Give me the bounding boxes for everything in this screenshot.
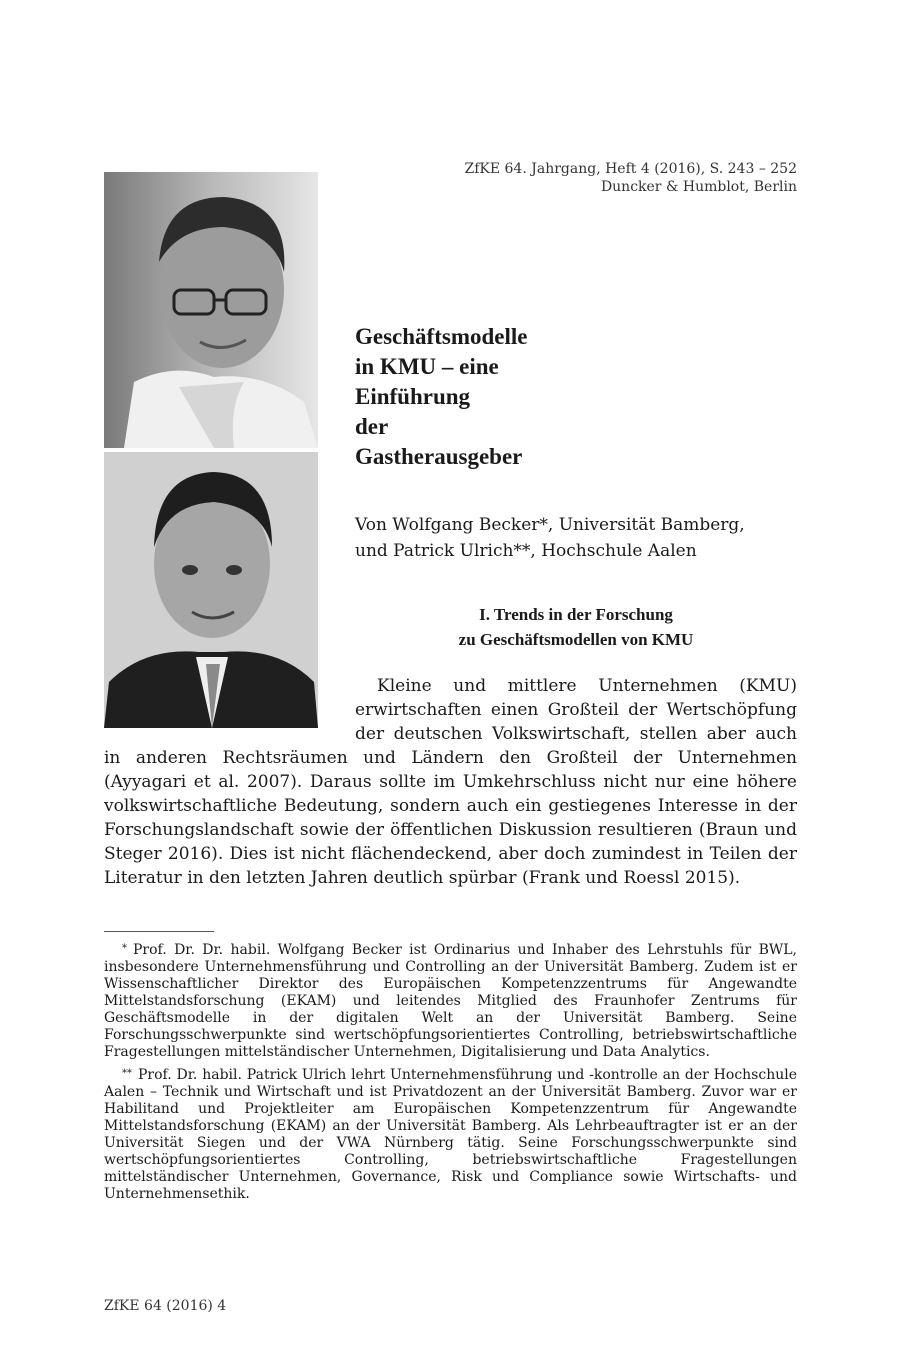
article-title-line-3: der Gastherausgeber [355, 414, 523, 469]
section-heading-line-2: zu Geschäftsmodellen von KMU [458, 630, 694, 649]
footnote-divider [104, 931, 214, 932]
footnote-marker: ** [122, 1068, 132, 1079]
author-photo-ulrich [104, 452, 318, 728]
footnote-becker [104, 942, 797, 1061]
author-photo-becker [104, 172, 318, 448]
article-title-line-1: Geschäftsmodelle [355, 324, 528, 349]
author-byline-line-2: und Patrick Ulrich**, Hochschule Aalen [355, 541, 697, 561]
footnote-text: Prof. Dr. habil. Patrick Ulrich lehrt Unternehmensführung und -kontrolle an der Hochschule Aalen – Technik und Wirtschaft und ist Privatdozent an der Universität Bamberg. Zuvor war er Habilitand und Projektleiter am Europäischen Kompetenzzentrum für Angewandte Mittelstandsforschung (EKAM) an der Universität Bamberg. Als Lehrbeauftragter ist er an der Universität Siegen und der VWA Nürnberg tätig. Seine Forschungsschwerpunkte sind wertschöpfungsorientiertes Controlling, betriebswirtschaftliche Fragestellungen mittelständischer Unternehmen, Governance, Risk und Compliance sowie Wirtschafts- und Unternehmensethik. [104, 1067, 797, 1202]
section-heading-line-1: I. Trends in der Forschung [479, 605, 673, 624]
body-paragraph: Kleine und mittlere Unternehmen (KMU) erwirtschaften einen Großteil der Wertschöpfung der deutschen Volkswirtschaft, stellen aber auch in anderen Rechtsräumen und Ländern den Großteil der Unternehmen (Ayyagari et al. 2007). Daraus sollte im Umkehrschluss nicht nur eine höhere volkswirtschaftliche Bedeutung, sondern auch ein gestiegenes Interesse in der Forschungslandschaft sowie der öffentlichen Diskussion resultieren (Braun und Steger 2016). Dies ist nicht flächendeckend, aber doch zumindest in Teilen der Literatur in den letzten Jahren deutlich spürbar (Frank und Roessl 2015). [104, 676, 797, 888]
author-photos [104, 172, 318, 728]
section-heading [355, 602, 797, 652]
journal-reference-line-1: ZfKE 64. Jahrgang, Heft 4 (2016), S. 243 – 252 [464, 161, 797, 177]
page-footer: ZfKE 64 (2016) 4 [104, 1298, 227, 1314]
article-page [104, 160, 797, 1209]
article-title-line-2: in KMU – eine Einführung [355, 354, 499, 409]
footnote-marker: * [122, 943, 127, 954]
footnote-text: Prof. Dr. Dr. habil. Wolfgang Becker ist Ordinarius und Inhaber des Lehrstuhls für BWL, insbesondere Unternehmensführung und Controlling an der Universität Bamberg. Zudem ist er Wissenschaftlicher Direktor des Europäischen Kompetenzzentrums für Angewandte Mittelstandsforschung (EKAM) und leitendes Mitglied des Fraunhofer Zentrums für Geschäftsmodelle in der digitalen Welt an der Universität Bamberg. Seine Forschungsschwerpunkte sind wertschöpfungsorientiertes Controlling, betriebswirtschaftliche Fragestellungen mittelständischer Unternehmen, Digitalisierung und Data Analytics. [104, 942, 797, 1060]
author-byline-line-1: Von Wolfgang Becker*, Universität Bamberg, [355, 515, 745, 535]
footnote-ulrich [104, 1067, 797, 1203]
journal-reference-line-2: Duncker & Humblot, Berlin [600, 179, 797, 195]
